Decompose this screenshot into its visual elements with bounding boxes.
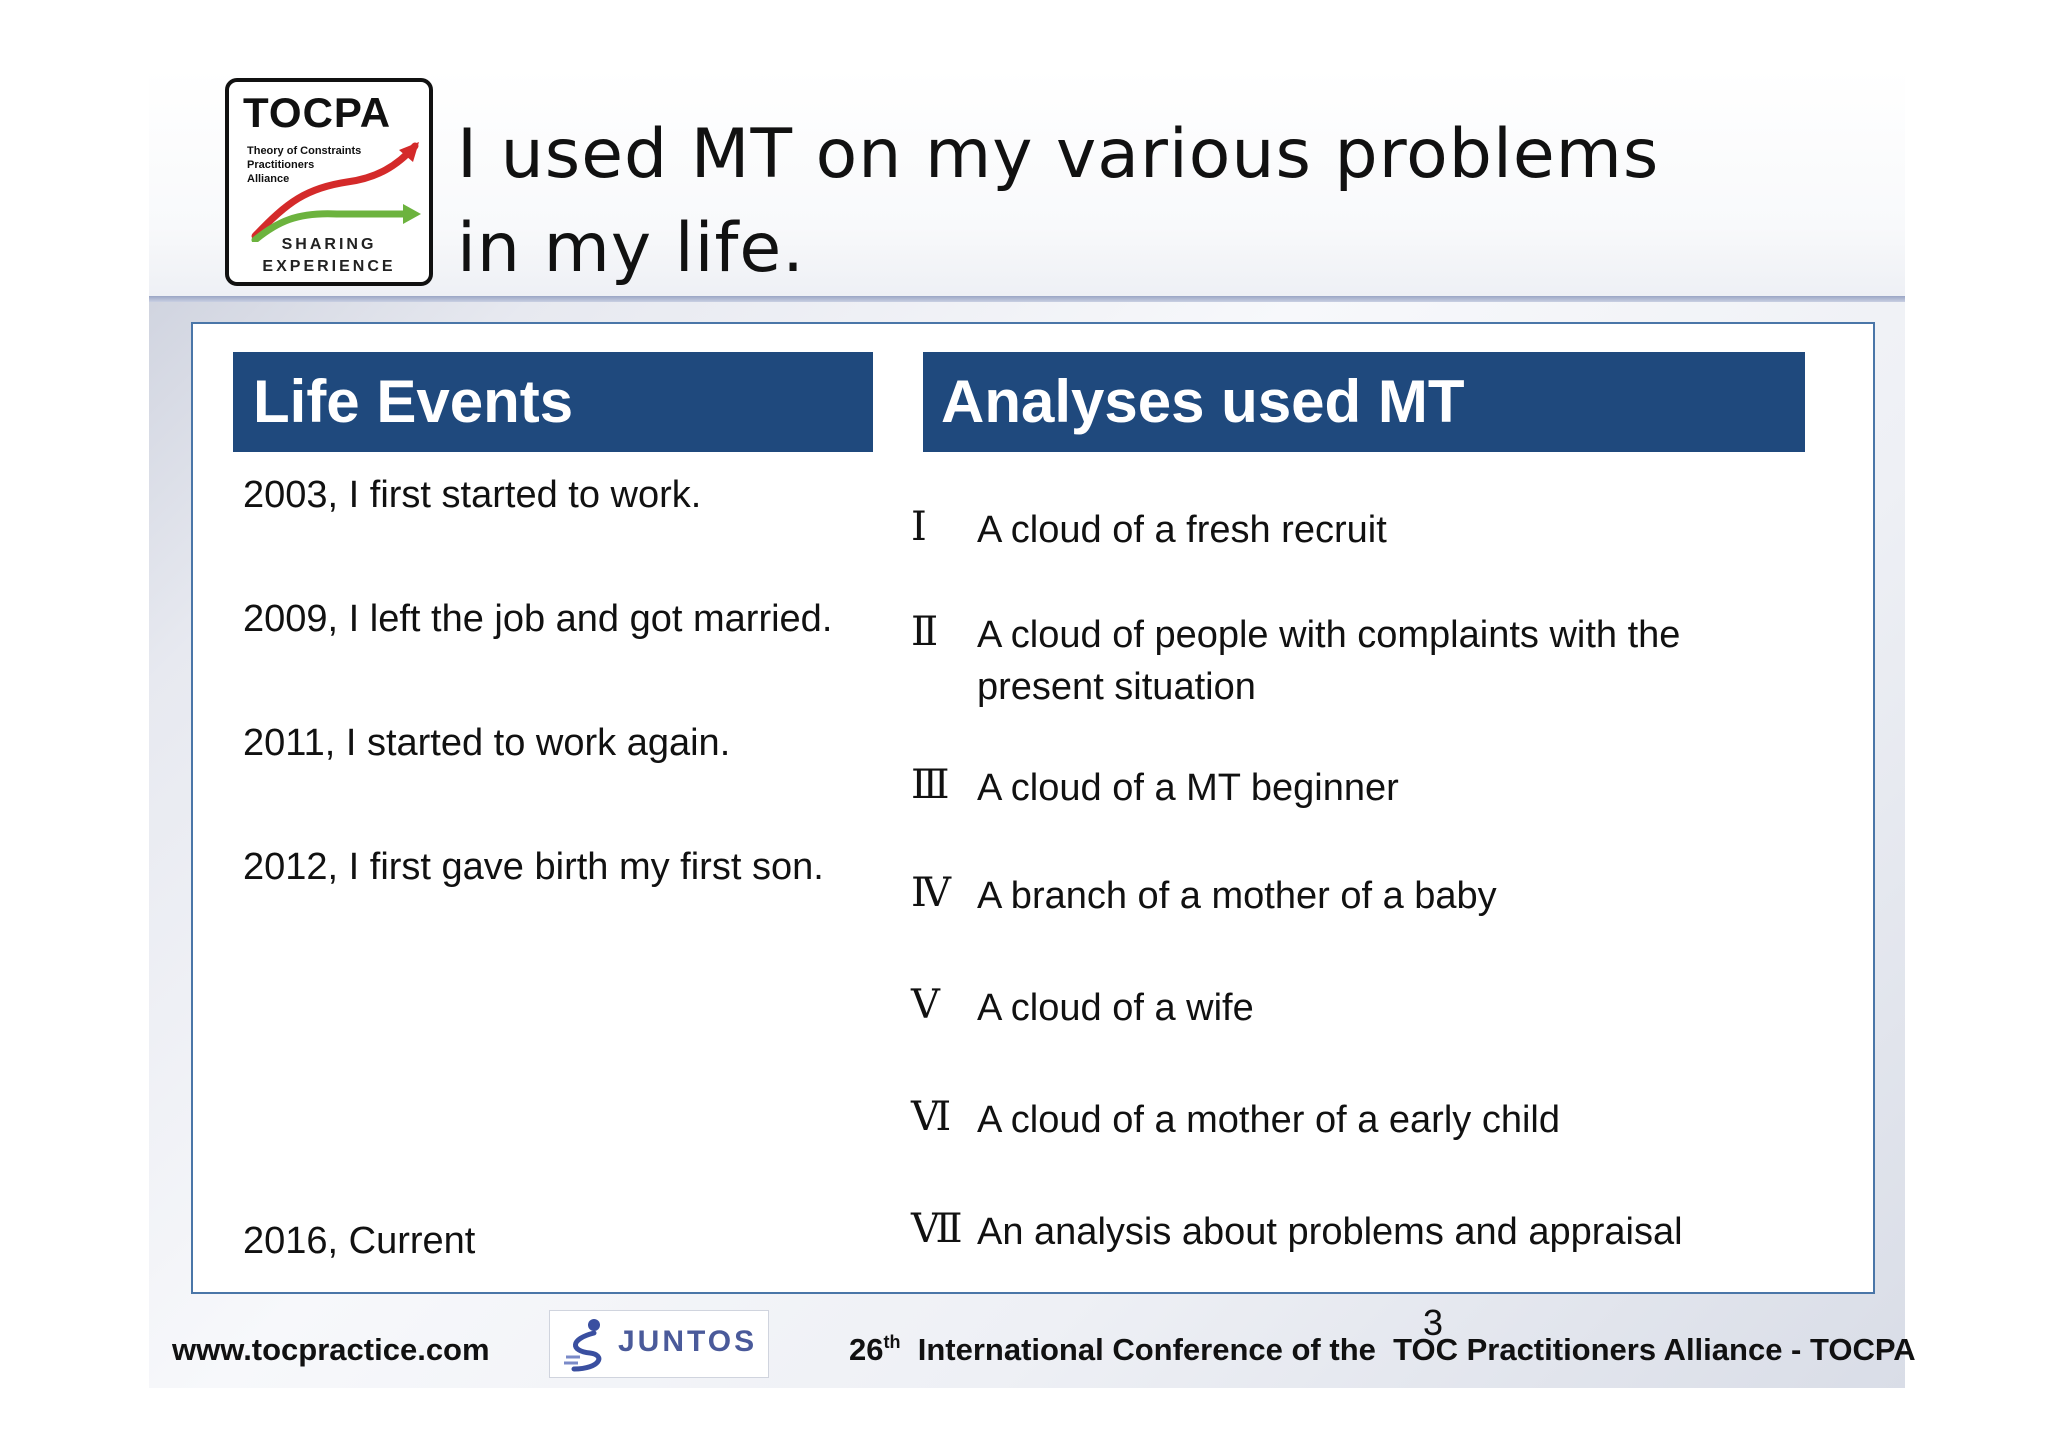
analysis-text: A branch of a mother of a baby bbox=[977, 875, 1497, 917]
header-divider bbox=[149, 296, 1905, 302]
tocpa-logo bbox=[225, 78, 433, 286]
conference-title bbox=[849, 1332, 1916, 1368]
logo-subtitle-line: Practitioners bbox=[247, 159, 315, 171]
conference-ordinal-suffix: th bbox=[883, 1332, 901, 1352]
life-event-item: 2011, I started to work again. bbox=[243, 722, 731, 764]
logo-bottom-line: SHARING bbox=[281, 236, 377, 253]
logo-subtitle-line: Alliance bbox=[247, 173, 290, 185]
roman-numeral: Ⅶ bbox=[911, 1206, 963, 1252]
analyses-heading: Analyses used MT bbox=[923, 352, 1805, 452]
page-number: 3 bbox=[1423, 1302, 1444, 1343]
analysis-text: A cloud of a mother of a early child bbox=[977, 1099, 1560, 1141]
roman-numeral: Ⅲ bbox=[911, 762, 950, 808]
conference-ordinal: 26 bbox=[849, 1332, 884, 1367]
logo-subtitle-line: Theory of Constraints bbox=[247, 145, 362, 157]
life-events-heading: Life Events bbox=[233, 352, 873, 452]
analysis-text: A cloud of people with complaints with the bbox=[977, 614, 1681, 656]
slide-title bbox=[457, 108, 1707, 296]
slide-title-line: in my life. bbox=[457, 209, 805, 288]
roman-numeral: Ⅴ bbox=[911, 982, 940, 1028]
analysis-text: present situation bbox=[977, 666, 1256, 708]
analysis-text: An analysis about problems and appraisal bbox=[977, 1211, 1683, 1253]
logo-sharing-experience bbox=[229, 234, 429, 278]
life-event-item: 2003, I first started to work. bbox=[243, 474, 702, 516]
slide bbox=[149, 68, 1916, 1388]
logo-bottom-line: EXPERIENCE bbox=[262, 258, 396, 275]
analysis-text: A cloud of a MT beginner bbox=[977, 767, 1399, 809]
juntos-swirl-icon bbox=[560, 1317, 612, 1373]
life-event-item: 2012, I first gave birth my first son. bbox=[243, 846, 824, 888]
roman-numeral: Ⅵ bbox=[911, 1094, 952, 1140]
logo-arrows-icon bbox=[247, 142, 423, 242]
roman-numeral: Ⅱ bbox=[911, 609, 939, 655]
footer-url: www.tocpractice.com bbox=[172, 1332, 490, 1367]
conference-text: International Conference of the TOC Practitioners Alliance - TOCPA bbox=[900, 1332, 1916, 1367]
roman-numeral: Ⅳ bbox=[911, 870, 951, 916]
analysis-text: A cloud of a fresh recruit bbox=[977, 509, 1387, 551]
life-event-item: 2009, I left the job and got married. bbox=[243, 598, 833, 640]
roman-numeral: Ⅰ bbox=[911, 504, 927, 550]
logo-title: TOCPA bbox=[243, 89, 392, 136]
juntos-logo bbox=[549, 1310, 769, 1378]
analysis-text: A cloud of a wife bbox=[977, 987, 1254, 1029]
slide-title-line: I used MT on my various problems bbox=[457, 115, 1660, 194]
life-event-item: 2016, Current bbox=[243, 1220, 476, 1262]
juntos-wordmark: JUNTOS bbox=[618, 1325, 758, 1358]
content-box bbox=[191, 322, 1875, 1294]
